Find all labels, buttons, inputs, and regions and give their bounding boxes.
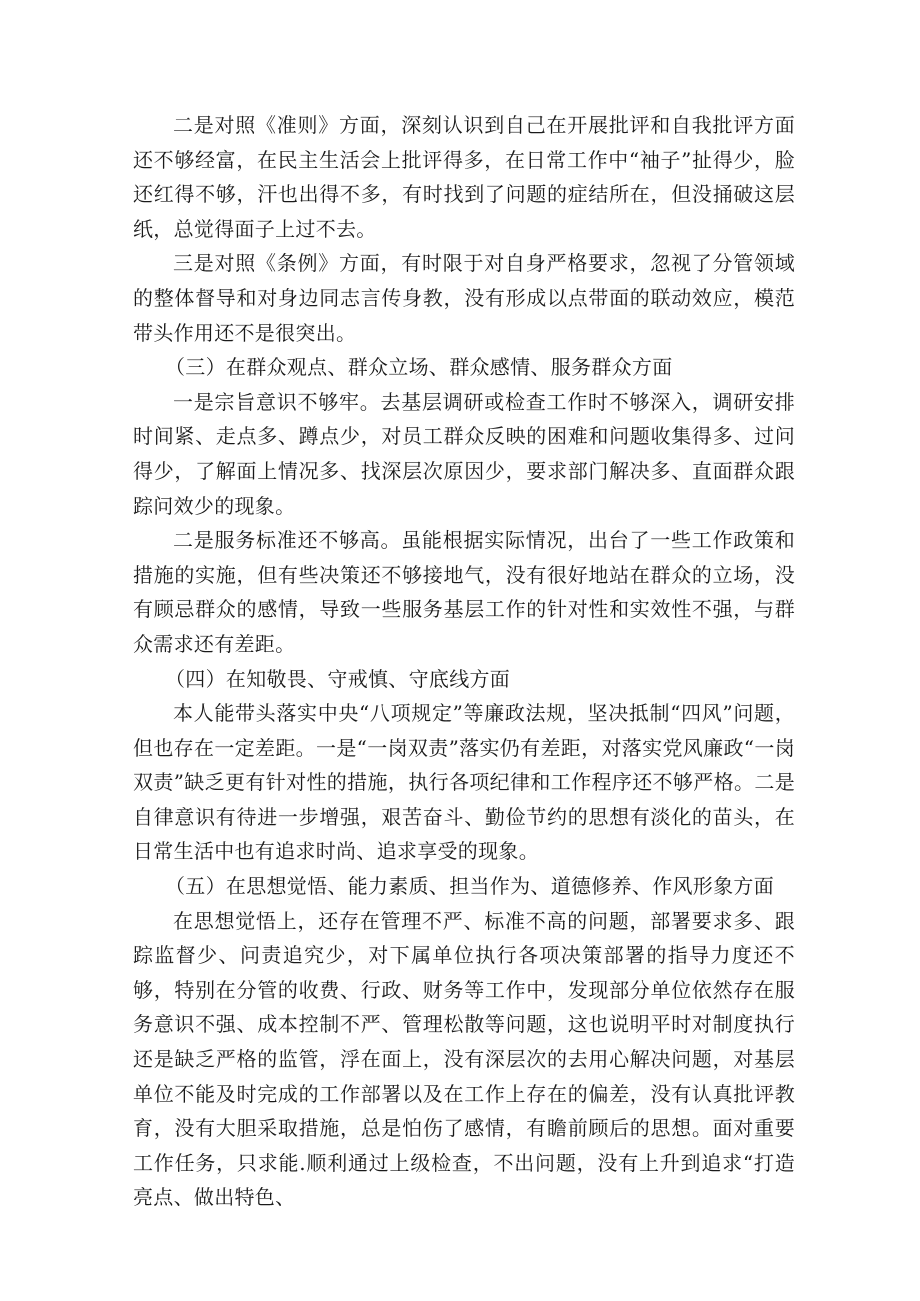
section-heading-3: （三）在群众观点、群众立场、群众感情、服务群众方面 [165, 355, 673, 380]
section-heading-4: （四）在知敬畏、守戒慎、守底线方面 [165, 666, 511, 691]
paragraph-service-standards: 二是服务标准还不够高。虽能根据实际情况，出台了一些工作政策和措施的实施，但有些决策还不够接地气，没有很好地站在群众的立场，没有顾忌群众的感情，导致一些服务基层工作的针对性和实效性不强，与群众需求还有差距。 [133, 528, 795, 656]
paragraph-criteria: 二是对照《准则》方面，深刻认识到自己在开展批评和自我批评方面还不够经富，在民主生活会上批评得多，在日常工作中“袖子”扯得少，脸还红得不够，汗也出得不多，有时找到了问题的症结所在，但没捅破这层纸，总觉得面子上过不去。 [133, 113, 795, 241]
paragraph-ideological-awareness: 在思想觉悟上，还存在管理不严、标准不高的问题，部署要求多、跟踪监督少、问责追究少，对下属单位执行各项决策部署的指导力度还不够，特别在分管的收费、行政、财务等工作中，发现部分单位依然存在服务意识不强、成本控制不严、管理松散等问题，这也说明平时对制度执行还是缺乏严格的监管，浮在面上，没有深层次的去用心解决问题，对基层单位不能及时完成的工作部署以及在工作上存在的偏差，没有认真批评教育，没有大胆采取措施，总是怕伤了感情，有瞻前顾后的思想。面对重要工作任务，只求能.顺利通过上级检查，不出问题，没有上升到追求“打造亮点、做出特色、 [133, 908, 795, 1210]
paragraph-integrity: 本人能带头落实中央“八项规定”等廉政法规，坚决抵制“四风”问题，但也存在一定差距。一是“一岗双责”落实仍有差距，对落实党风廉政“一岗双责”缺乏更有针对性的措施，执行各项纪律和工作程序还不够严格。二是自律意识有待进一步增强，艰苦奋斗、勤俭节约的思想有淡化的苗头，在日常生活中也有追求时尚、追求享受的现象。 [133, 701, 795, 864]
section-heading-5: （五）在思想觉悟、能力素质、担当作为、道德修养、作风形象方面 [165, 874, 774, 899]
paragraph-purpose-awareness: 一是宗旨意识不够牢。去基层调研或检查工作时不够深入，调研安排时间紧、走点多、蹲点少，对员工群众反映的困难和问题收集得多、过问得少，了解面上情况多、找深层次原因少，要求部门解决多、直面群众跟踪问效少的现象。 [133, 389, 795, 518]
paragraph-regulations: 三是对照《条例》方面，有时限于对自身严格要求，忽视了分管领域的整体督导和对身边同志言传身教，没有形成以点带面的联动效应，模范带头作用还不是很突出。 [133, 251, 795, 345]
document-body [133, 108, 795, 1215]
